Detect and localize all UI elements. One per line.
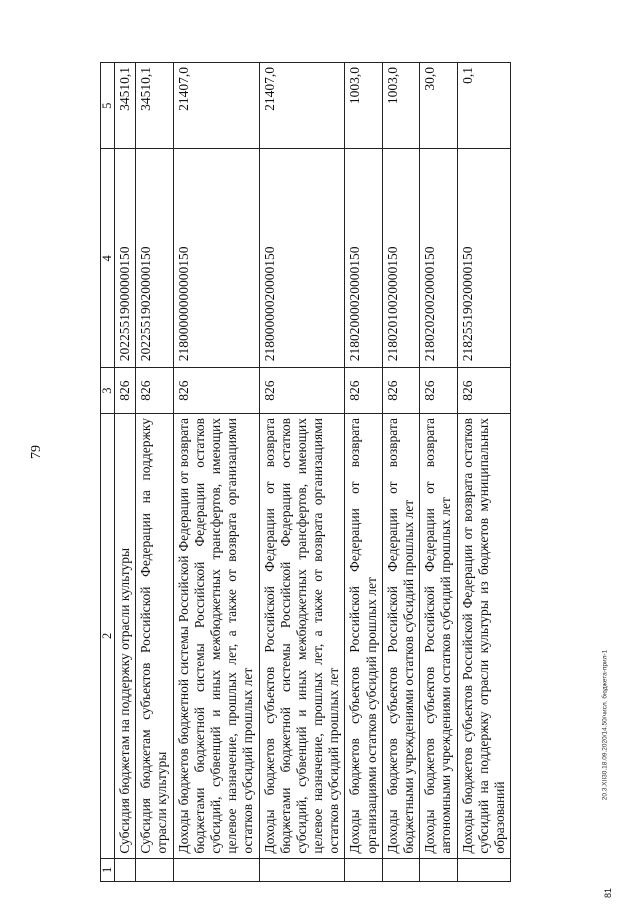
row-amount: 34510,1: [136, 63, 173, 150]
row-amount: 0,1: [457, 63, 511, 150]
revenue-table-rotated: [100, 62, 590, 882]
row-admin-code: 826: [420, 368, 457, 414]
row-description: Доходы бюджетов субъектов Российской Федерации от возврата бюджетами бюджетной системы Российской Федерации остатков субсидий, субвенций и иных межбюджетных трансфертов, имеющих целевое назначение, прошлых лет, а также от возврата организациями остатков субсидий прошлых лет: [259, 414, 345, 859]
row-amount: 1003,0: [382, 63, 419, 150]
revenue-table: [100, 62, 511, 882]
table-row: [345, 63, 382, 882]
corner-page-number: 81: [603, 887, 613, 899]
header-col-3: 3: [101, 368, 115, 414]
table-row: [420, 63, 457, 882]
header-col-1: 1: [101, 858, 115, 881]
row-side-cell: [173, 858, 259, 881]
table-header-row: [101, 63, 115, 882]
table-row: [259, 63, 345, 882]
row-side-cell: [115, 858, 136, 881]
row-description: Субсидия бюджетам на поддержку отрасли культуры: [115, 414, 136, 859]
header-col-4: 4: [101, 149, 115, 368]
row-budget-code: 21802010020000150: [382, 149, 419, 368]
row-budget-code: 21825519020000150: [457, 149, 511, 368]
row-admin-code: 826: [136, 368, 173, 414]
row-side-cell: [136, 858, 173, 881]
row-side-cell: [259, 858, 345, 881]
row-side-cell: [420, 858, 457, 881]
header-col-2: 2: [101, 414, 115, 859]
row-budget-code: 20225519020000150: [136, 149, 173, 368]
row-budget-code: 21802000020000150: [345, 149, 382, 368]
row-admin-code: 826: [259, 368, 345, 414]
table-row: [382, 63, 419, 882]
table-row: [457, 63, 511, 882]
row-amount: 21407,0: [173, 63, 259, 150]
row-budget-code: 20225519000000150: [115, 149, 136, 368]
document-footer-code: 20.3.XII30.18.09.2020/14.50/числ. бюджета-прил-1: [601, 649, 609, 801]
row-amount: 34510,1: [115, 63, 136, 150]
row-description: Доходы бюджетов субъектов Российской Федерации от возврата бюджетными учреждениями остатков субсидий прошлых лет: [382, 414, 419, 859]
row-amount: 30,0: [420, 63, 457, 150]
table-row: [173, 63, 259, 882]
row-admin-code: 826: [173, 368, 259, 414]
header-col-5: 5: [101, 63, 115, 150]
row-admin-code: 826: [345, 368, 382, 414]
row-amount: 21407,0: [259, 63, 345, 150]
table-row: [115, 63, 136, 882]
row-description: Доходы бюджетов субъектов Российской Федерации от возврата организациями остатков субсидий прошлых лет: [345, 414, 382, 859]
row-side-cell: [345, 858, 382, 881]
row-description: Субсидия бюджетам субъектов Российской Федерации на поддержку отрасли культуры: [136, 414, 173, 859]
row-side-cell: [382, 858, 419, 881]
row-description: Доходы бюджетов субъектов Российской Федерации от возврата остатков субсидий на поддержку отрасли культуры из бюджетов муниципальных образований: [457, 414, 511, 859]
row-side-cell: [457, 858, 511, 881]
row-amount: 1003,0: [345, 63, 382, 150]
table-row: [136, 63, 173, 882]
page-number: 79: [29, 445, 44, 459]
row-admin-code: 826: [115, 368, 136, 414]
row-description: Доходы бюджетов субъектов Российской Федерации от возврата автономными учреждениями остатков субсидий прошлых лет: [420, 414, 457, 859]
row-description: Доходы бюджетов бюджетной системы Российской Федерации от возврата бюджетами бюджетной системы Российской Федерации остатков субсидий, субвенций и иных межбюджетных трансфертов, имеющих целевое назначение, прошлых лет, а также от возврата организациями остатков субсидий прошлых лет: [173, 414, 259, 859]
row-budget-code: 21800000000000150: [173, 149, 259, 368]
row-budget-code: 21802020020000150: [420, 149, 457, 368]
row-admin-code: 826: [457, 368, 511, 414]
row-admin-code: 826: [382, 368, 419, 414]
row-budget-code: 21800000020000150: [259, 149, 345, 368]
